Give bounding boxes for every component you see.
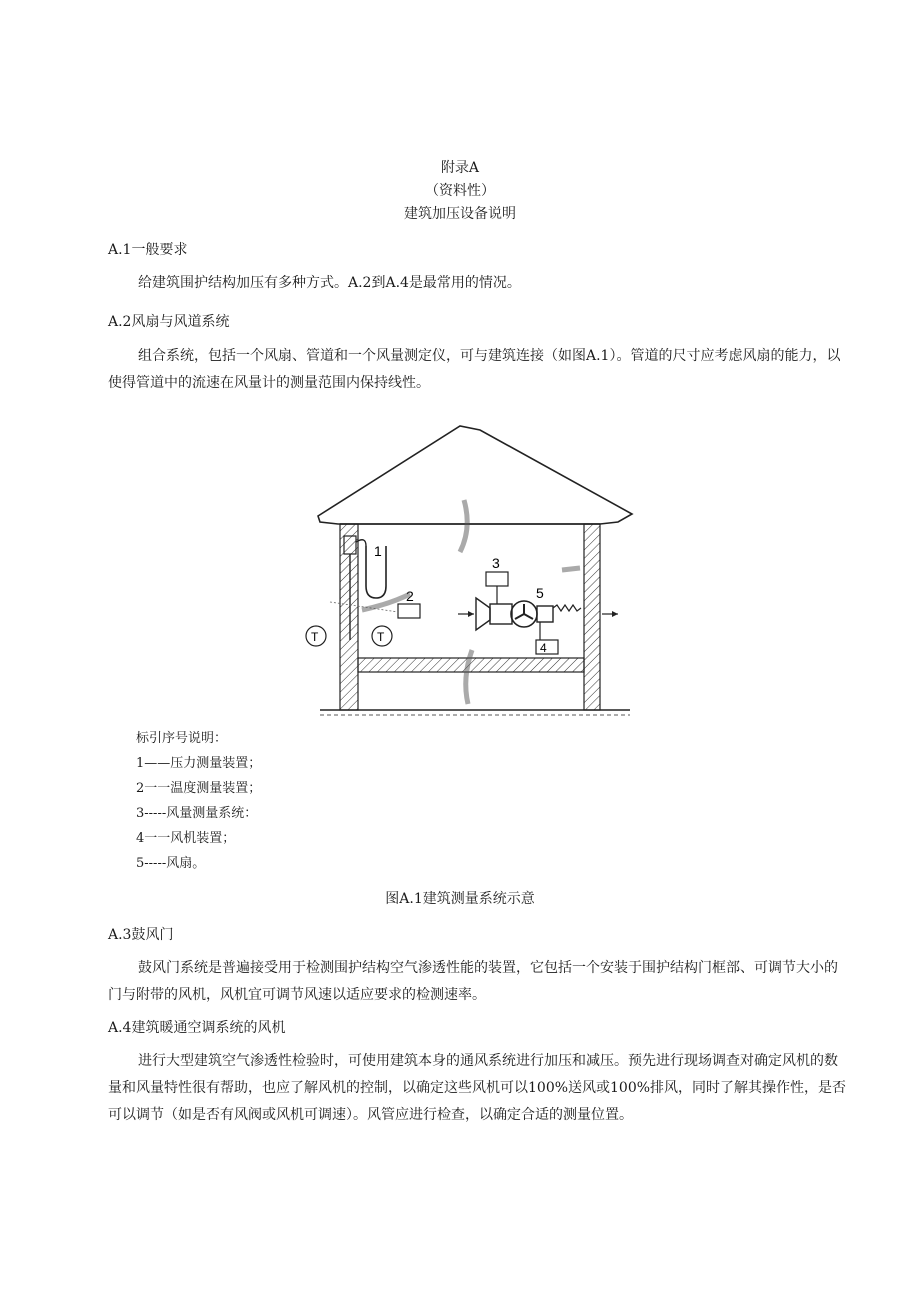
figure-label-3: 3 xyxy=(492,555,500,571)
airflow-meter-box xyxy=(486,572,508,586)
building-measurement-diagram xyxy=(300,418,640,723)
section-heading-a2: A.2风扇与风道系统 xyxy=(108,314,230,330)
appendix-title: 建筑加压设备说明 xyxy=(404,206,516,222)
legend-item-4: 4一一风机装置； xyxy=(136,831,236,846)
legend-item-3: 3-----风量测量系统： xyxy=(136,806,258,821)
legend-item-1: 1——压力测量装置； xyxy=(136,756,262,771)
figure-caption: 图A.1建筑测量系统示意 xyxy=(385,891,535,907)
flex-connector xyxy=(553,605,581,611)
figure-label-5: 5 xyxy=(536,585,544,601)
section-text-a3: 鼓风门系统是普遍接受用于检测围护结构空气渗透性能的装置，它包括一个安装于围护结构门框部、可调节大小的门与附带的风机，风机宜可调节风速以适应要求的检测速率。 xyxy=(108,960,838,1003)
left-wall xyxy=(340,524,358,710)
section-heading-a3: A.3鼓风门 xyxy=(108,927,174,943)
figure-label-1: 1 xyxy=(374,543,382,559)
figure-label-2: 2 xyxy=(406,588,414,604)
legend-title: 标引序号说明： xyxy=(136,731,228,746)
roof-shape xyxy=(318,426,632,524)
section-text-a1: 给建筑围护结构加压有多种方式。A.2到A.4是最常用的情况。 xyxy=(138,275,521,291)
svg-text:T: T xyxy=(311,630,319,644)
right-wall xyxy=(584,524,600,710)
appendix-label: 附录A xyxy=(440,160,480,176)
duct-inlet xyxy=(476,598,490,630)
legend-item-2: 2一一温度测量装置； xyxy=(136,781,262,796)
figure-label-4: 4 xyxy=(540,641,547,655)
section-text-a2: 组合系统，包括一个风扇、管道和一个风量测定仪，可与建筑连接（如图A.1）。管道的尺寸应考虑风扇的能力，以使得管道中的流速在风量计的测量范围内保持线性。 xyxy=(108,348,841,391)
section-heading-a4: A.4建筑暖通空调系统的风机 xyxy=(108,1020,286,1036)
appendix-type: （资料性） xyxy=(425,183,495,199)
svg-text:T: T xyxy=(377,630,385,644)
temperature-box xyxy=(398,604,420,618)
section-text-a4: 进行大型建筑空气渗透性检验时，可使用建筑本身的通风系统进行加压和减压。预先进行现场调查对确定风机的数量和风量特性很有帮助，也应了解风机的控制，以确定这些风机可以100%送风或100%排风，同时了解其操作性，是否可以调节（如是否有风阀或风机可调速）。风管应进行检查，以确定合适的测量位置。 xyxy=(108,1053,847,1123)
legend-item-5: 5-----风扇。 xyxy=(136,856,206,871)
section-heading-a1: A.1一般要求 xyxy=(108,242,188,258)
